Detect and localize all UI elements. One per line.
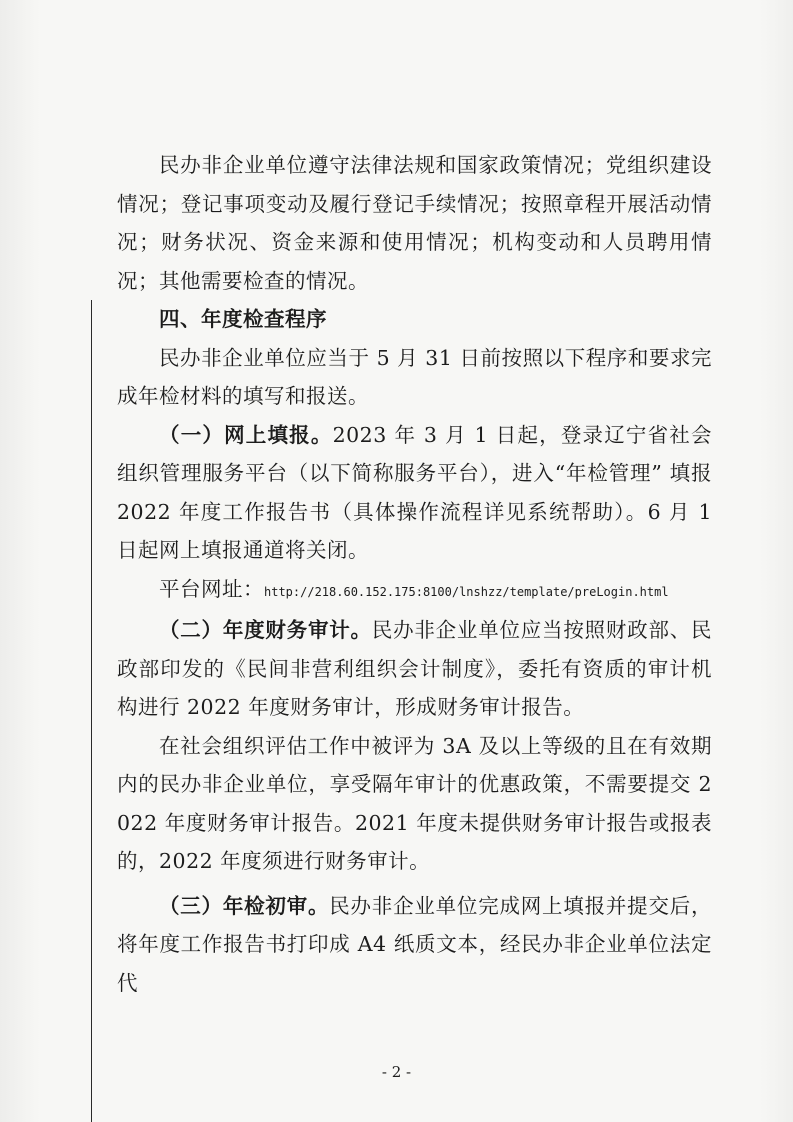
online-filing-body: 2023 年 3 月 1 日起，登录辽宁省社会组织管理服务平台（以下简称服务平台），进入“年检管理” 填报 2022 年度工作报告书（具体操作流程详见系统帮助）。6 月 1 日起网上填报通道将关闭。 — [117, 422, 713, 562]
financial-audit-body: 民办非企业单位应当按照财政部、民政部印发的《民间非营利组织会计制度》，委托有资质的审计机构进行 2022 年度财务审计，形成财务审计报告。 — [117, 618, 713, 719]
section-heading-annual-inspection-procedure: 四、年度检查程序 — [159, 307, 327, 331]
page-number: - 2 - — [381, 1063, 412, 1081]
platform-url[interactable]: http://218.60.152.175:8100/lnshzz/template/preLogin.html — [264, 584, 669, 599]
paragraph-online-filing — [117, 416, 712, 570]
financial-audit-title: （二）年度财务审计。 — [159, 618, 372, 642]
document-body — [117, 146, 712, 1002]
scan-margin-line — [91, 300, 92, 1122]
paragraph-preliminary-review — [117, 887, 712, 1003]
paragraph-submission-deadline: 民办非企业单位应当于 5 月 31 日前按照以下程序和要求完成年检材料的填写和报送。 — [117, 345, 712, 408]
platform-url-label: 平台网址： — [159, 576, 264, 601]
preliminary-review-body: 民办非企业单位完成网上填报并提交后，将年度工作报告书打印成 A4 纸质文本，经民办非企业单位法定代 — [117, 893, 713, 995]
paragraph-inspection-items: 民办非企业单位遵守法律法规和国家政策情况；党组织建设情况；登记事项变动及履行登记手续情况；按照章程开展活动情况；财务状况、资金来源和使用情况；机构变动和人员聘用情况；其他需要检查的情况。 — [117, 153, 712, 293]
online-filing-title: （一）网上填报。 — [159, 422, 333, 447]
paragraph-audit-exemption: 在社会组织评估工作中被评为 3A 及以上等级的且在有效期内的民办非企业单位，享受隔年审计的优惠政策，不需要提交 2022 年度财务审计报告。2021 年度未提供财务审计报告或报表的，2022 年度须进行财务审计。 — [117, 733, 712, 873]
paragraph-financial-audit — [117, 611, 712, 727]
paragraph-platform-url — [117, 570, 712, 612]
preliminary-review-title: （三）年检初审。 — [159, 893, 330, 918]
